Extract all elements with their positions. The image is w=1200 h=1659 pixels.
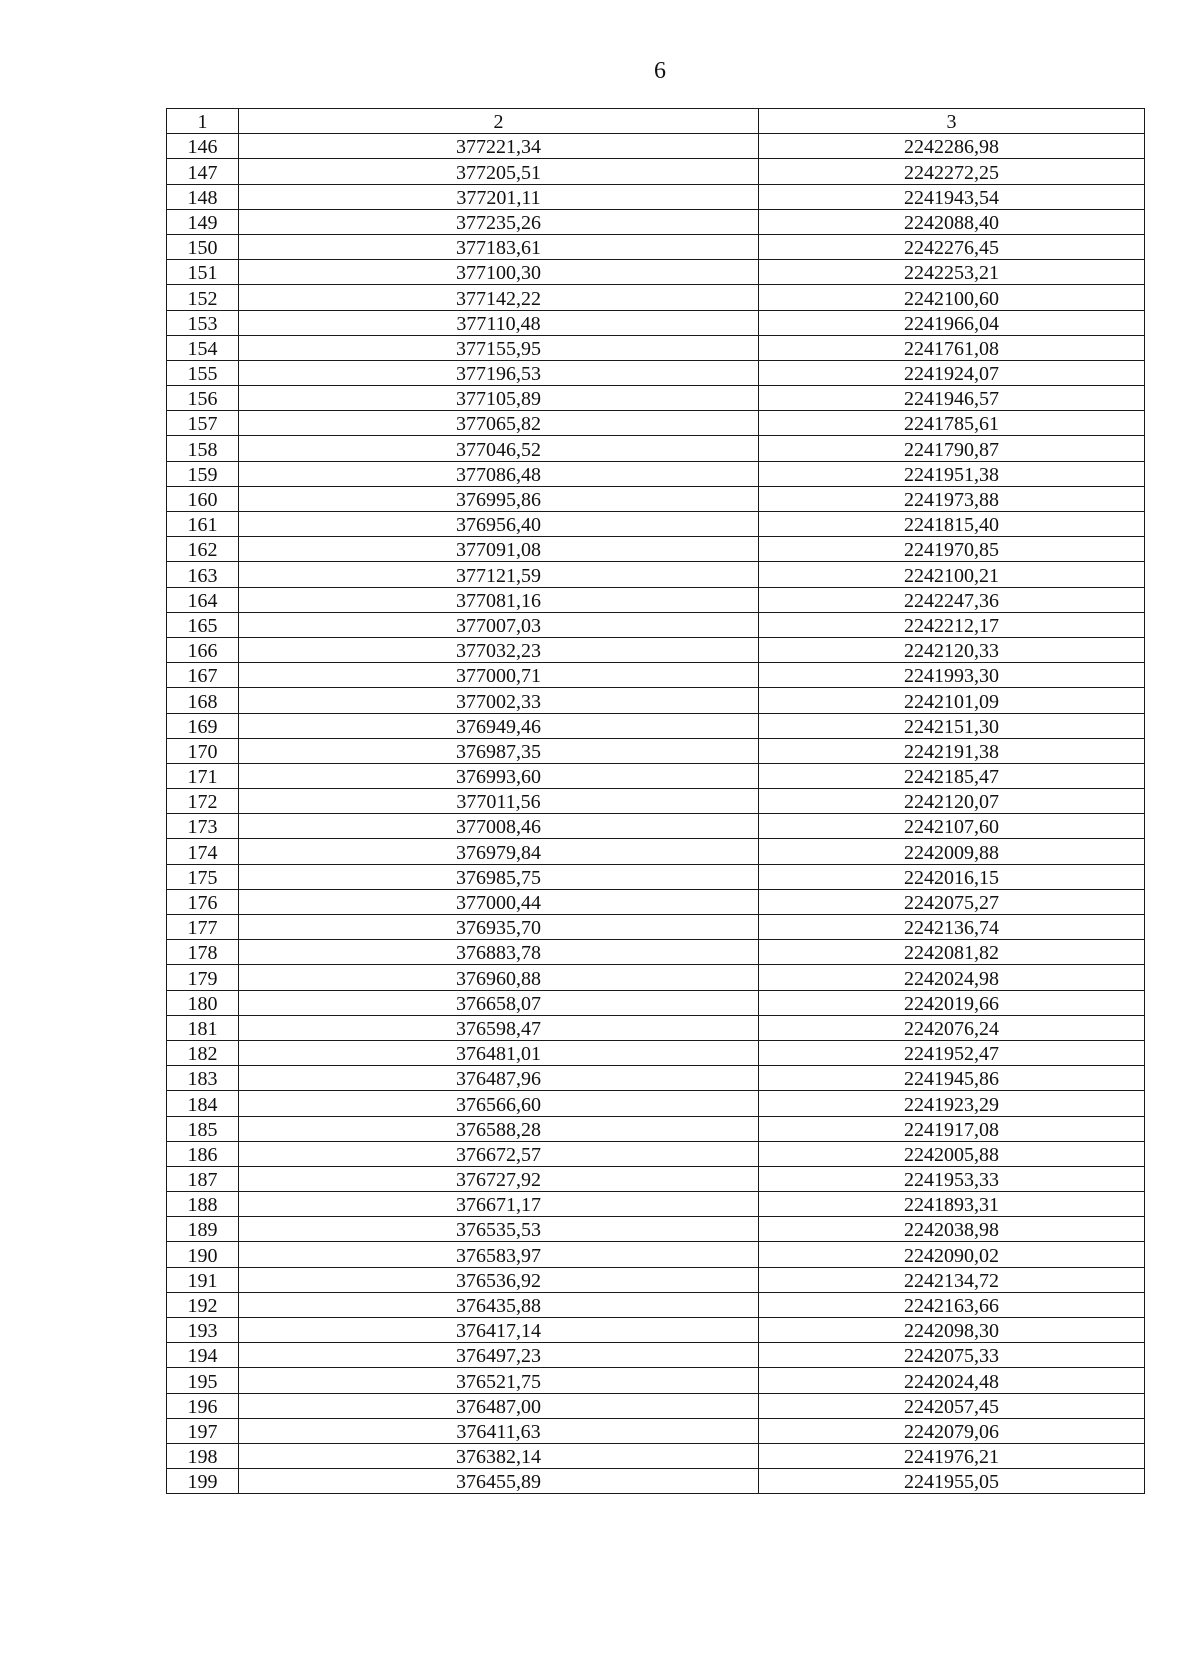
point-number-cell: 176 [167,889,239,914]
table-row [167,1242,1145,1267]
x-coordinate-cell: 376411,63 [239,1418,759,1443]
x-coordinate-cell: 376497,23 [239,1343,759,1368]
x-coordinate-cell: 377008,46 [239,814,759,839]
table-row [167,512,1145,537]
table-row [167,814,1145,839]
y-coordinate-cell: 2241952,47 [759,1040,1145,1065]
x-coordinate-cell: 376883,78 [239,940,759,965]
table-row [167,537,1145,562]
table-row [167,587,1145,612]
y-coordinate-cell: 2241973,88 [759,486,1145,511]
table-row [167,688,1145,713]
y-coordinate-cell: 2242005,88 [759,1141,1145,1166]
x-coordinate-cell: 377105,89 [239,386,759,411]
table-row [167,1393,1145,1418]
table-row [167,1418,1145,1443]
point-number-cell: 177 [167,915,239,940]
y-coordinate-cell: 2242075,33 [759,1343,1145,1368]
point-number-cell: 154 [167,335,239,360]
point-number-cell: 174 [167,839,239,864]
x-coordinate-cell: 377201,11 [239,184,759,209]
x-coordinate-cell: 376382,14 [239,1443,759,1468]
x-coordinate-cell: 377100,30 [239,260,759,285]
y-coordinate-cell: 2242212,17 [759,612,1145,637]
table-row [167,184,1145,209]
y-coordinate-cell: 2241953,33 [759,1166,1145,1191]
table-row [167,965,1145,990]
x-coordinate-cell: 376536,92 [239,1267,759,1292]
x-coordinate-cell: 376481,01 [239,1040,759,1065]
point-number-cell: 166 [167,637,239,662]
x-coordinate-cell: 377011,56 [239,789,759,814]
x-coordinate-cell: 377221,34 [239,134,759,159]
point-number-cell: 172 [167,789,239,814]
point-number-cell: 169 [167,713,239,738]
point-number-cell: 191 [167,1267,239,1292]
x-coordinate-cell: 376956,40 [239,512,759,537]
y-coordinate-cell: 2242253,21 [759,260,1145,285]
y-coordinate-cell: 2242100,21 [759,562,1145,587]
coordinates-table [166,108,1145,1494]
point-number-cell: 162 [167,537,239,562]
y-coordinate-cell: 2242136,74 [759,915,1145,940]
table-row [167,1267,1145,1292]
x-coordinate-cell: 377142,22 [239,285,759,310]
point-number-cell: 185 [167,1116,239,1141]
table-row [167,1443,1145,1468]
x-coordinate-cell: 376521,75 [239,1368,759,1393]
y-coordinate-cell: 2242191,38 [759,738,1145,763]
x-coordinate-cell: 377235,26 [239,209,759,234]
table-row [167,234,1145,259]
table-row [167,562,1145,587]
y-coordinate-cell: 2241970,85 [759,537,1145,562]
point-number-cell: 158 [167,436,239,461]
y-coordinate-cell: 2242075,27 [759,889,1145,914]
x-coordinate-cell: 377002,33 [239,688,759,713]
point-number-cell: 160 [167,486,239,511]
y-coordinate-cell: 2242120,07 [759,789,1145,814]
table-row [167,763,1145,788]
table-row [167,386,1145,411]
y-coordinate-cell: 2242120,33 [759,637,1145,662]
point-number-cell: 197 [167,1418,239,1443]
x-coordinate-cell: 377205,51 [239,159,759,184]
table-row [167,713,1145,738]
y-coordinate-cell: 2242272,25 [759,159,1145,184]
table-row [167,940,1145,965]
point-number-cell: 188 [167,1192,239,1217]
point-number-cell: 159 [167,461,239,486]
point-number-cell: 180 [167,990,239,1015]
point-number-cell: 168 [167,688,239,713]
point-number-cell: 196 [167,1393,239,1418]
point-number-cell: 155 [167,360,239,385]
table-row [167,134,1145,159]
y-coordinate-cell: 2241943,54 [759,184,1145,209]
y-coordinate-cell: 2242019,66 [759,990,1145,1015]
point-number-cell: 194 [167,1343,239,1368]
y-coordinate-cell: 2241966,04 [759,310,1145,335]
table-row [167,1192,1145,1217]
y-coordinate-cell: 2242163,66 [759,1292,1145,1317]
page-number: 6 [654,58,666,84]
point-number-cell: 157 [167,411,239,436]
y-coordinate-cell: 2241924,07 [759,360,1145,385]
table-row [167,839,1145,864]
y-coordinate-cell: 2242185,47 [759,763,1145,788]
x-coordinate-cell: 377183,61 [239,234,759,259]
point-number-cell: 175 [167,864,239,889]
point-number-cell: 146 [167,134,239,159]
y-coordinate-cell: 2242090,02 [759,1242,1145,1267]
y-coordinate-cell: 2241917,08 [759,1116,1145,1141]
x-coordinate-cell: 377155,95 [239,335,759,360]
point-number-cell: 151 [167,260,239,285]
table-header-row [167,109,1145,134]
y-coordinate-cell: 2242079,06 [759,1418,1145,1443]
y-coordinate-cell: 2242081,82 [759,940,1145,965]
table-row [167,663,1145,688]
table-row [167,637,1145,662]
point-number-cell: 184 [167,1091,239,1116]
x-coordinate-cell: 376987,35 [239,738,759,763]
y-coordinate-cell: 2241955,05 [759,1469,1145,1494]
y-coordinate-cell: 2242024,98 [759,965,1145,990]
point-number-cell: 178 [167,940,239,965]
table-row [167,1292,1145,1317]
point-number-cell: 192 [167,1292,239,1317]
x-coordinate-cell: 377007,03 [239,612,759,637]
table-row [167,209,1145,234]
point-number-cell: 186 [167,1141,239,1166]
table-row [167,1141,1145,1166]
point-number-cell: 153 [167,310,239,335]
table-row [167,1015,1145,1040]
x-coordinate-cell: 376935,70 [239,915,759,940]
table-row [167,285,1145,310]
table-row [167,915,1145,940]
point-number-cell: 189 [167,1217,239,1242]
table-row [167,990,1145,1015]
x-coordinate-cell: 377086,48 [239,461,759,486]
x-coordinate-cell: 377091,08 [239,537,759,562]
point-number-cell: 190 [167,1242,239,1267]
x-coordinate-cell: 376993,60 [239,763,759,788]
y-coordinate-cell: 2241946,57 [759,386,1145,411]
point-number-cell: 163 [167,562,239,587]
y-coordinate-cell: 2241785,61 [759,411,1145,436]
y-coordinate-cell: 2241951,38 [759,461,1145,486]
point-number-cell: 183 [167,1066,239,1091]
table-row [167,1040,1145,1065]
point-number-cell: 195 [167,1368,239,1393]
point-number-cell: 182 [167,1040,239,1065]
y-coordinate-cell: 2242101,09 [759,688,1145,713]
table-row [167,159,1145,184]
table-row [167,1343,1145,1368]
point-number-cell: 148 [167,184,239,209]
y-coordinate-cell: 2241945,86 [759,1066,1145,1091]
header-cell-point-number: 1 [167,109,239,134]
y-coordinate-cell: 2241790,87 [759,436,1145,461]
y-coordinate-cell: 2242076,24 [759,1015,1145,1040]
x-coordinate-cell: 376487,00 [239,1393,759,1418]
point-number-cell: 198 [167,1443,239,1468]
table-row [167,310,1145,335]
y-coordinate-cell: 2242107,60 [759,814,1145,839]
point-number-cell: 171 [167,763,239,788]
x-coordinate-cell: 376566,60 [239,1091,759,1116]
table-row [167,411,1145,436]
x-coordinate-cell: 376487,96 [239,1066,759,1091]
y-coordinate-cell: 2241993,30 [759,663,1145,688]
table-body [167,109,1145,1494]
x-coordinate-cell: 376658,07 [239,990,759,1015]
point-number-cell: 152 [167,285,239,310]
table-row [167,461,1145,486]
point-number-cell: 164 [167,587,239,612]
point-number-cell: 193 [167,1318,239,1343]
x-coordinate-cell: 376672,57 [239,1141,759,1166]
y-coordinate-cell: 2241761,08 [759,335,1145,360]
point-number-cell: 165 [167,612,239,637]
x-coordinate-cell: 377065,82 [239,411,759,436]
y-coordinate-cell: 2242134,72 [759,1267,1145,1292]
x-coordinate-cell: 376435,88 [239,1292,759,1317]
table-row [167,864,1145,889]
point-number-cell: 147 [167,159,239,184]
x-coordinate-cell: 376455,89 [239,1469,759,1494]
x-coordinate-cell: 376985,75 [239,864,759,889]
table-row [167,789,1145,814]
x-coordinate-cell: 376949,46 [239,713,759,738]
table-row [167,1368,1145,1393]
x-coordinate-cell: 376417,14 [239,1318,759,1343]
y-coordinate-cell: 2242247,36 [759,587,1145,612]
table-row [167,738,1145,763]
table-row [167,486,1145,511]
x-coordinate-cell: 376588,28 [239,1116,759,1141]
table-row [167,1166,1145,1191]
y-coordinate-cell: 2242009,88 [759,839,1145,864]
x-coordinate-cell: 376995,86 [239,486,759,511]
point-number-cell: 181 [167,1015,239,1040]
point-number-cell: 149 [167,209,239,234]
x-coordinate-cell: 376535,53 [239,1217,759,1242]
y-coordinate-cell: 2241815,40 [759,512,1145,537]
y-coordinate-cell: 2242276,45 [759,234,1145,259]
point-number-cell: 170 [167,738,239,763]
table-row [167,1091,1145,1116]
point-number-cell: 187 [167,1166,239,1191]
x-coordinate-cell: 377032,23 [239,637,759,662]
y-coordinate-cell: 2242286,98 [759,134,1145,159]
y-coordinate-cell: 2242038,98 [759,1217,1145,1242]
table-row [167,436,1145,461]
y-coordinate-cell: 2242024,48 [759,1368,1145,1393]
x-coordinate-cell: 376960,88 [239,965,759,990]
point-number-cell: 156 [167,386,239,411]
x-coordinate-cell: 377046,52 [239,436,759,461]
table-row [167,1066,1145,1091]
table-row [167,1217,1145,1242]
x-coordinate-cell: 376671,17 [239,1192,759,1217]
table-row [167,360,1145,385]
x-coordinate-cell: 377000,71 [239,663,759,688]
table-row [167,1469,1145,1494]
point-number-cell: 173 [167,814,239,839]
table-row [167,335,1145,360]
table-row [167,1116,1145,1141]
point-number-cell: 179 [167,965,239,990]
y-coordinate-cell: 2241976,21 [759,1443,1145,1468]
x-coordinate-cell: 377110,48 [239,310,759,335]
point-number-cell: 161 [167,512,239,537]
table-row [167,612,1145,637]
header-cell-y-coordinate: 3 [759,109,1145,134]
x-coordinate-cell: 376979,84 [239,839,759,864]
y-coordinate-cell: 2241923,29 [759,1091,1145,1116]
x-coordinate-cell: 376598,47 [239,1015,759,1040]
y-coordinate-cell: 2242016,15 [759,864,1145,889]
table-row [167,889,1145,914]
y-coordinate-cell: 2242151,30 [759,713,1145,738]
x-coordinate-cell: 376583,97 [239,1242,759,1267]
x-coordinate-cell: 377081,16 [239,587,759,612]
x-coordinate-cell: 376727,92 [239,1166,759,1191]
table-row [167,1318,1145,1343]
header-cell-x-coordinate: 2 [239,109,759,134]
y-coordinate-cell: 2242098,30 [759,1318,1145,1343]
x-coordinate-cell: 377121,59 [239,562,759,587]
y-coordinate-cell: 2242057,45 [759,1393,1145,1418]
y-coordinate-cell: 2241893,31 [759,1192,1145,1217]
y-coordinate-cell: 2242088,40 [759,209,1145,234]
x-coordinate-cell: 377000,44 [239,889,759,914]
table-row [167,260,1145,285]
point-number-cell: 167 [167,663,239,688]
point-number-cell: 150 [167,234,239,259]
y-coordinate-cell: 2242100,60 [759,285,1145,310]
point-number-cell: 199 [167,1469,239,1494]
x-coordinate-cell: 377196,53 [239,360,759,385]
